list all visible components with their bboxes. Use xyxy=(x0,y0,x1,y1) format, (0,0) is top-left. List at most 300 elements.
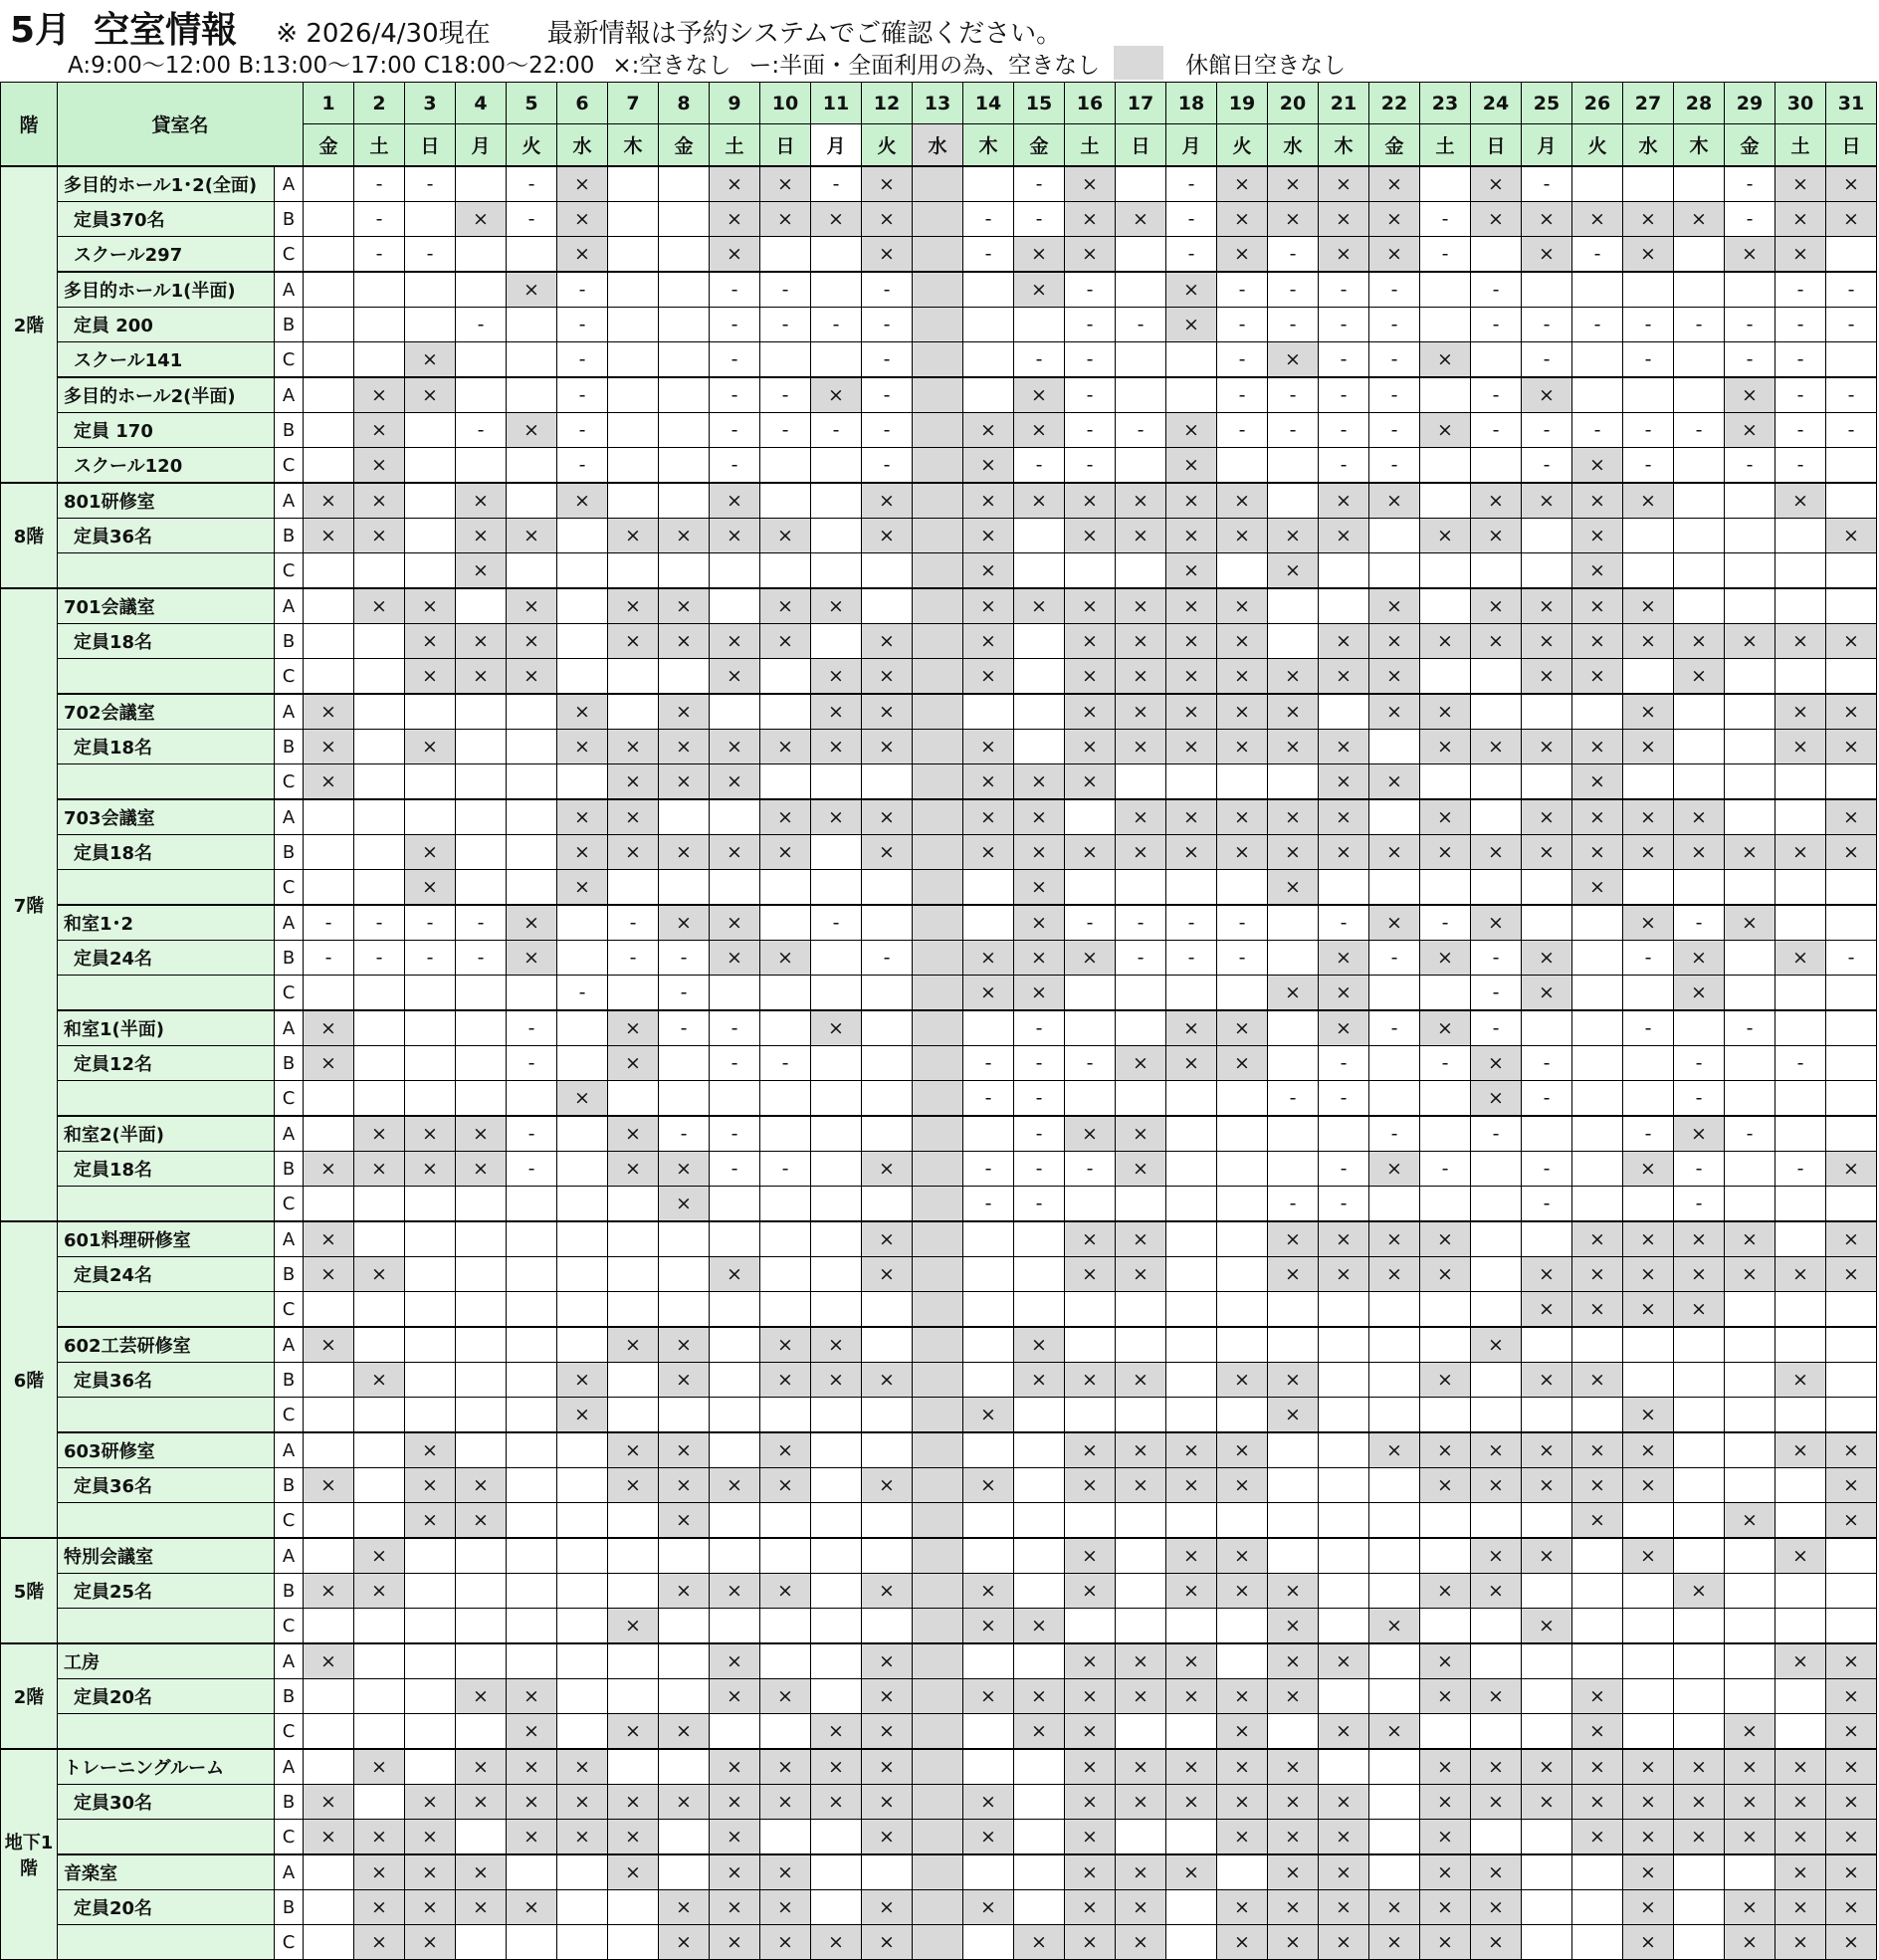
availability-cell-open xyxy=(1065,1081,1116,1117)
availability-cell-open xyxy=(608,308,659,342)
weekday: 土 xyxy=(1420,124,1471,167)
availability-cell-partial: - xyxy=(557,413,608,448)
availability-cell-open xyxy=(1674,1398,1725,1433)
availability-cell-full: × xyxy=(963,1468,1014,1503)
availability-cell-open xyxy=(608,553,659,589)
availability-cell-open xyxy=(811,1538,862,1574)
availability-cell-open xyxy=(405,1257,456,1292)
availability-cell-partial: - xyxy=(1775,377,1826,413)
availability-cell-open xyxy=(1116,1187,1166,1222)
availability-cell-full: × xyxy=(760,519,811,553)
availability-cell-full: × xyxy=(1420,624,1471,659)
availability-cell-full: × xyxy=(710,1643,760,1679)
availability-cell-full: × xyxy=(1725,377,1775,413)
availability-cell-open xyxy=(507,553,557,589)
availability-cell-full: × xyxy=(405,1152,456,1187)
availability-cell-open xyxy=(1319,1609,1369,1644)
availability-cell-full: × xyxy=(1522,377,1572,413)
weekday: 火 xyxy=(1217,124,1268,167)
availability-cell-open xyxy=(1116,1327,1166,1363)
availability-cell-full: × xyxy=(1623,237,1674,273)
time-slot-label: A xyxy=(275,694,304,730)
availability-cell-open xyxy=(1217,764,1268,800)
availability-cell-full: × xyxy=(1674,835,1725,870)
availability-cell-full: × xyxy=(1420,342,1471,378)
availability-cell-open xyxy=(862,1503,913,1539)
weekday: 日 xyxy=(405,124,456,167)
availability-cell-full: × xyxy=(1217,1820,1268,1855)
availability-cell-full: × xyxy=(1674,1749,1725,1785)
time-slot-label: A xyxy=(275,1116,304,1152)
availability-cell-full: × xyxy=(1116,1643,1166,1679)
day-number: 27 xyxy=(1623,83,1674,124)
availability-cell-open xyxy=(304,1538,354,1574)
availability-cell-open xyxy=(1369,1081,1420,1117)
availability-cell-full: × xyxy=(862,237,913,273)
availability-cell-full: × xyxy=(1369,905,1420,941)
availability-cell-full: × xyxy=(608,1854,659,1890)
availability-cell-open xyxy=(304,308,354,342)
availability-cell-full: × xyxy=(1065,1890,1116,1925)
time-slot-label: A xyxy=(275,1010,304,1046)
availability-cell-open xyxy=(760,483,811,519)
availability-cell-open xyxy=(1471,1152,1522,1187)
availability-cell-full: × xyxy=(710,1890,760,1925)
weekday: 木 xyxy=(1319,124,1369,167)
availability-cell-open xyxy=(1268,483,1319,519)
availability-cell-full: × xyxy=(760,1679,811,1714)
availability-cell-full: × xyxy=(1166,519,1217,553)
availability-cell-open xyxy=(1014,1820,1065,1855)
availability-cell-full: × xyxy=(608,519,659,553)
availability-cell-full: × xyxy=(1522,1609,1572,1644)
room-capacity: 定員36名 xyxy=(58,1363,275,1398)
availability-cell-open xyxy=(1775,1327,1826,1363)
availability-cell-open xyxy=(1572,1010,1623,1046)
availability-cell-partial: - xyxy=(557,272,608,308)
weekday: 木 xyxy=(963,124,1014,167)
availability-cell-full: × xyxy=(557,694,608,730)
availability-cell-full: × xyxy=(608,1046,659,1081)
availability-cell-full: × xyxy=(1166,1538,1217,1574)
availability-cell-full: × xyxy=(1116,483,1166,519)
availability-cell-closed xyxy=(913,1854,963,1890)
availability-cell-open xyxy=(1014,1749,1065,1785)
availability-cell-full: × xyxy=(456,1468,507,1503)
availability-cell-open xyxy=(1572,1187,1623,1222)
availability-cell-partial: - xyxy=(1674,1081,1725,1117)
availability-cell-open xyxy=(456,1046,507,1081)
availability-cell-full: × xyxy=(1420,1820,1471,1855)
availability-cell-full: × xyxy=(1471,1081,1522,1117)
availability-cell-open xyxy=(1775,1081,1826,1117)
availability-cell-partial: - xyxy=(507,1046,557,1081)
availability-cell-partial: - xyxy=(659,1116,710,1152)
availability-cell-full: × xyxy=(1826,799,1877,835)
availability-cell-open xyxy=(1014,308,1065,342)
availability-cell-open xyxy=(304,1749,354,1785)
availability-cell-partial: - xyxy=(1522,448,1572,484)
availability-cell-full: × xyxy=(1166,1679,1217,1714)
availability-cell-open xyxy=(1826,1327,1877,1363)
availability-cell-open xyxy=(507,1327,557,1363)
availability-cell-open xyxy=(963,272,1014,308)
availability-cell-open xyxy=(405,448,456,484)
time-slot-label: A xyxy=(275,1221,304,1257)
room-capacity-school xyxy=(58,764,275,800)
availability-cell-open xyxy=(507,870,557,906)
availability-cell-closed xyxy=(913,905,963,941)
availability-cell-open xyxy=(862,1327,913,1363)
availability-cell-full: × xyxy=(1217,799,1268,835)
availability-cell-full: × xyxy=(405,1432,456,1468)
availability-cell-partial: - xyxy=(963,1046,1014,1081)
availability-cell-open xyxy=(1268,1432,1319,1468)
availability-cell-partial: - xyxy=(1014,166,1065,202)
availability-cell-partial: - xyxy=(1268,413,1319,448)
weekday: 土 xyxy=(1065,124,1116,167)
availability-cell-open xyxy=(304,1081,354,1117)
availability-cell-full: × xyxy=(1522,730,1572,764)
availability-cell-open xyxy=(659,166,710,202)
availability-cell-full: × xyxy=(608,730,659,764)
availability-cell-open xyxy=(1268,1714,1319,1750)
availability-cell-open xyxy=(1725,1643,1775,1679)
availability-cell-open xyxy=(1319,1574,1369,1609)
availability-cell-open xyxy=(811,519,862,553)
availability-cell-open xyxy=(1116,1081,1166,1117)
availability-cell-open xyxy=(1623,1503,1674,1539)
availability-cell-open xyxy=(557,1609,608,1644)
availability-cell-full: × xyxy=(659,1327,710,1363)
availability-cell-open xyxy=(659,1221,710,1257)
availability-cell-open xyxy=(659,659,710,695)
availability-cell-closed xyxy=(913,377,963,413)
availability-cell-full: × xyxy=(710,1468,760,1503)
availability-cell-closed xyxy=(913,1187,963,1222)
time-slot-label: A xyxy=(275,1327,304,1363)
availability-cell-full: × xyxy=(608,1152,659,1187)
availability-cell-full: × xyxy=(507,588,557,624)
availability-cell-full: × xyxy=(1268,1363,1319,1398)
availability-cell-open xyxy=(1166,377,1217,413)
room-name: 音楽室 xyxy=(58,1854,275,1890)
availability-cell-partial: - xyxy=(1014,342,1065,378)
availability-cell-open xyxy=(811,835,862,870)
table-row xyxy=(1,624,1877,659)
room-name: トレーニングルーム xyxy=(58,1749,275,1785)
availability-cell-full: × xyxy=(1420,1749,1471,1785)
time-slot-label: A xyxy=(275,1538,304,1574)
availability-cell-open xyxy=(760,905,811,941)
availability-cell-open xyxy=(710,976,760,1011)
availability-cell-open xyxy=(1725,1363,1775,1398)
availability-cell-full: × xyxy=(304,1152,354,1187)
table-row xyxy=(1,905,1877,941)
availability-cell-open xyxy=(1826,553,1877,589)
availability-cell-open xyxy=(1014,1398,1065,1433)
availability-cell-full: × xyxy=(1369,1714,1420,1750)
availability-cell-open xyxy=(811,448,862,484)
availability-cell-partial: - xyxy=(1217,941,1268,976)
availability-cell-full: × xyxy=(710,1820,760,1855)
availability-cell-full: × xyxy=(1623,624,1674,659)
availability-cell-partial: - xyxy=(1166,237,1217,273)
weekday: 日 xyxy=(760,124,811,167)
availability-cell-open xyxy=(1217,1854,1268,1890)
availability-cell-open xyxy=(456,448,507,484)
availability-cell-open xyxy=(1826,342,1877,378)
availability-cell-partial: - xyxy=(1268,237,1319,273)
availability-cell-open xyxy=(405,1081,456,1117)
availability-cell-open xyxy=(354,799,405,835)
availability-cell-full: × xyxy=(1572,1292,1623,1328)
availability-cell-open xyxy=(862,1398,913,1433)
table-row xyxy=(1,483,1877,519)
availability-cell-open xyxy=(1572,272,1623,308)
availability-cell-full: × xyxy=(862,1925,913,1960)
legend-partial: ー:半面・全面利用の為、空きなし xyxy=(748,52,1101,79)
availability-cell-full: × xyxy=(1166,624,1217,659)
availability-cell-full: × xyxy=(304,1010,354,1046)
availability-cell-full: × xyxy=(1623,1820,1674,1855)
room-capacity: 定員18名 xyxy=(58,1152,275,1187)
availability-cell-full: × xyxy=(608,799,659,835)
availability-cell-open xyxy=(1319,1398,1369,1433)
availability-cell-open xyxy=(811,1854,862,1890)
weekday: 日 xyxy=(1116,124,1166,167)
availability-cell-full: × xyxy=(1369,1925,1420,1960)
availability-cell-full: × xyxy=(1268,870,1319,906)
availability-cell-open xyxy=(963,1854,1014,1890)
time-slot-label: A xyxy=(275,483,304,519)
availability-cell-partial: - xyxy=(1217,905,1268,941)
availability-cell-closed xyxy=(913,166,963,202)
availability-cell-open xyxy=(1166,342,1217,378)
availability-cell-full: × xyxy=(1420,1257,1471,1292)
availability-cell-open xyxy=(811,342,862,378)
availability-cell-open xyxy=(862,1081,913,1117)
availability-cell-full: × xyxy=(1065,941,1116,976)
availability-cell-open xyxy=(507,1257,557,1292)
availability-cell-full: × xyxy=(1471,905,1522,941)
availability-cell-full: × xyxy=(760,202,811,237)
time-slot-label: B xyxy=(275,1679,304,1714)
availability-cell-open xyxy=(811,1643,862,1679)
availability-cell-open xyxy=(507,1398,557,1433)
availability-cell-full: × xyxy=(1420,694,1471,730)
availability-cell-full: × xyxy=(507,1679,557,1714)
availability-cell-full: × xyxy=(1014,1363,1065,1398)
availability-cell-full: × xyxy=(862,1152,913,1187)
availability-cell-open xyxy=(1623,272,1674,308)
weekday: 土 xyxy=(354,124,405,167)
availability-cell-open xyxy=(1166,1503,1217,1539)
availability-cell-partial: - xyxy=(1471,1116,1522,1152)
availability-cell-open xyxy=(304,835,354,870)
time-slot-label: B xyxy=(275,835,304,870)
availability-cell-open xyxy=(1116,377,1166,413)
availability-cell-full: × xyxy=(1420,730,1471,764)
availability-cell-open xyxy=(1674,448,1725,484)
time-slot-label: B xyxy=(275,1785,304,1820)
availability-cell-partial: - xyxy=(1166,166,1217,202)
availability-cell-open xyxy=(304,553,354,589)
availability-cell-full: × xyxy=(1065,1925,1116,1960)
day-number: 29 xyxy=(1725,83,1775,124)
availability-cell-open xyxy=(1674,1714,1725,1750)
availability-cell-open xyxy=(963,342,1014,378)
availability-cell-partial: - xyxy=(862,342,913,378)
availability-cell-open xyxy=(1674,377,1725,413)
availability-cell-full: × xyxy=(1420,1432,1471,1468)
availability-cell-full: × xyxy=(1217,1468,1268,1503)
availability-cell-full: × xyxy=(659,624,710,659)
availability-cell-full: × xyxy=(1319,799,1369,835)
availability-cell-full: × xyxy=(1268,1398,1319,1433)
availability-cell-full: × xyxy=(963,588,1014,624)
availability-cell-open xyxy=(963,1327,1014,1363)
availability-cell-full: × xyxy=(1065,835,1116,870)
availability-cell-full: × xyxy=(963,1679,1014,1714)
availability-cell-full: × xyxy=(1116,1749,1166,1785)
availability-cell-partial: - xyxy=(1319,1081,1369,1117)
table-row xyxy=(1,1503,1877,1539)
availability-cell-open xyxy=(557,1574,608,1609)
availability-cell-full: × xyxy=(1826,1679,1877,1714)
availability-cell-partial: - xyxy=(710,1010,760,1046)
availability-cell-full: × xyxy=(1471,166,1522,202)
availability-cell-open xyxy=(1775,1714,1826,1750)
availability-cell-open xyxy=(1826,1609,1877,1644)
table-row xyxy=(1,1221,1877,1257)
availability-cell-full: × xyxy=(354,1363,405,1398)
room-capacity: 定員 170 xyxy=(58,413,275,448)
availability-cell-partial: - xyxy=(1674,1046,1725,1081)
availability-cell-open xyxy=(304,624,354,659)
availability-cell-open xyxy=(1420,448,1471,484)
availability-cell-open xyxy=(811,941,862,976)
availability-cell-open xyxy=(862,1010,913,1046)
availability-cell-open xyxy=(304,1854,354,1890)
availability-cell-open xyxy=(811,1890,862,1925)
availability-cell-open xyxy=(354,659,405,695)
availability-cell-full: × xyxy=(1826,202,1877,237)
availability-cell-full: × xyxy=(811,1010,862,1046)
availability-cell-open xyxy=(1369,870,1420,906)
availability-cell-open xyxy=(354,976,405,1011)
availability-cell-partial: - xyxy=(710,448,760,484)
availability-cell-full: × xyxy=(1775,1432,1826,1468)
availability-cell-open xyxy=(557,1714,608,1750)
availability-cell-partial: - xyxy=(1623,413,1674,448)
availability-cell-open xyxy=(1725,1538,1775,1574)
availability-cell-open xyxy=(1572,1327,1623,1363)
availability-cell-closed xyxy=(913,1785,963,1820)
availability-cell-full: × xyxy=(1268,1820,1319,1855)
availability-cell-full: × xyxy=(862,1890,913,1925)
availability-cell-open xyxy=(456,166,507,202)
availability-cell-full: × xyxy=(1369,659,1420,695)
availability-cell-full: × xyxy=(1268,730,1319,764)
availability-cell-open xyxy=(1826,1081,1877,1117)
availability-cell-open xyxy=(760,1081,811,1117)
availability-cell-full: × xyxy=(1369,166,1420,202)
availability-cell-full: × xyxy=(1014,377,1065,413)
availability-cell-full: × xyxy=(1217,694,1268,730)
availability-cell-closed xyxy=(913,448,963,484)
availability-cell-open xyxy=(659,1046,710,1081)
availability-cell-full: × xyxy=(760,941,811,976)
availability-cell-partial: - xyxy=(710,1152,760,1187)
room-capacity: 定員20名 xyxy=(58,1890,275,1925)
availability-cell-full: × xyxy=(1166,1749,1217,1785)
availability-cell-open xyxy=(1826,1398,1877,1433)
availability-cell-open xyxy=(1623,659,1674,695)
availability-cell-full: × xyxy=(1826,1503,1877,1539)
availability-cell-open xyxy=(557,1187,608,1222)
availability-cell-partial: - xyxy=(1471,377,1522,413)
availability-cell-full: × xyxy=(1014,1609,1065,1644)
availability-cell-open xyxy=(608,694,659,730)
availability-cell-partial: - xyxy=(963,202,1014,237)
availability-cell-open xyxy=(456,1292,507,1328)
availability-cell-open xyxy=(304,799,354,835)
availability-cell-open xyxy=(405,799,456,835)
availability-cell-full: × xyxy=(811,1749,862,1785)
availability-cell-full: × xyxy=(1623,588,1674,624)
availability-cell-open xyxy=(659,1292,710,1328)
availability-cell-open xyxy=(608,1925,659,1960)
availability-cell-open xyxy=(1319,1468,1369,1503)
availability-cell-open xyxy=(1725,1046,1775,1081)
table-row xyxy=(1,1257,1877,1292)
availability-cell-open xyxy=(405,1221,456,1257)
availability-cell-full: × xyxy=(608,1785,659,1820)
availability-cell-full: × xyxy=(1775,1925,1826,1960)
availability-cell-open xyxy=(557,764,608,800)
availability-cell-partial: - xyxy=(710,272,760,308)
availability-cell-open xyxy=(1268,1292,1319,1328)
availability-cell-open xyxy=(1420,588,1471,624)
availability-cell-partial: - xyxy=(1014,1116,1065,1152)
availability-cell-open xyxy=(354,730,405,764)
availability-cell-full: × xyxy=(1522,1468,1572,1503)
availability-cell-closed xyxy=(913,1609,963,1644)
availability-cell-closed xyxy=(913,1679,963,1714)
availability-cell-full: × xyxy=(1420,1854,1471,1890)
availability-cell-open xyxy=(1623,764,1674,800)
availability-cell-open xyxy=(710,1327,760,1363)
availability-cell-open xyxy=(1014,1890,1065,1925)
availability-cell-open xyxy=(1826,1187,1877,1222)
time-slot-label: C xyxy=(275,659,304,695)
availability-cell-partial: - xyxy=(405,166,456,202)
availability-cell-full: × xyxy=(304,1221,354,1257)
availability-cell-open xyxy=(1725,1398,1775,1433)
day-number: 7 xyxy=(608,83,659,124)
availability-cell-open xyxy=(862,1538,913,1574)
availability-cell-partial: - xyxy=(1369,272,1420,308)
availability-cell-full: × xyxy=(1065,694,1116,730)
availability-cell-open xyxy=(1116,1503,1166,1539)
availability-cell-partial: - xyxy=(710,342,760,378)
availability-cell-open xyxy=(963,308,1014,342)
availability-cell-open xyxy=(608,1221,659,1257)
availability-cell-open xyxy=(507,976,557,1011)
availability-cell-open xyxy=(1471,1187,1522,1222)
availability-cell-full: × xyxy=(354,519,405,553)
